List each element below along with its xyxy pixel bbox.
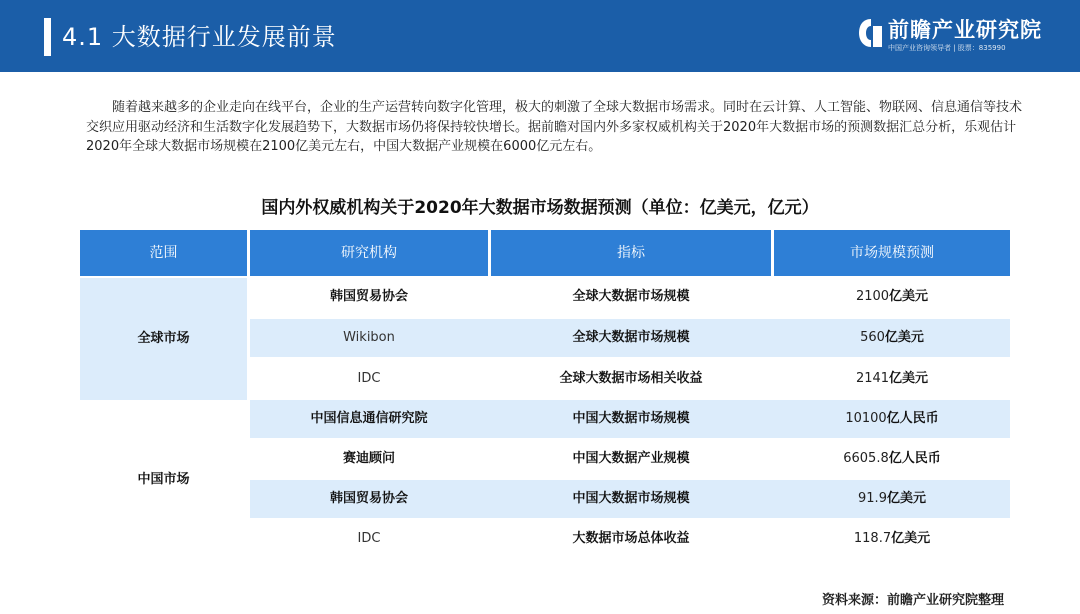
scope-cell-china: 中国市场	[137, 472, 190, 487]
header-cell-institution: 研究机构	[250, 230, 488, 276]
forecast-value: 2100	[855, 289, 890, 304]
header-cell-scope: 范围	[80, 230, 247, 276]
table-row	[250, 440, 1010, 478]
forecast-value: 118.7	[853, 531, 892, 546]
forecast-cell	[774, 440, 1010, 478]
table-row	[250, 400, 1010, 438]
forecast-cell	[774, 400, 1010, 438]
indicator-cell: 大数据市场总体收益	[572, 531, 690, 546]
header-accent-bar	[44, 18, 51, 56]
header-cell-forecast: 市场规模预测	[774, 230, 1010, 276]
forecast-value: 2141	[855, 371, 890, 386]
table-row	[250, 319, 1010, 357]
forecast-cell	[774, 278, 1010, 316]
table-row	[250, 278, 1010, 316]
indicator-cell: 全球大数据市场规模	[572, 289, 690, 304]
intro-paragraph: 随着越来越多的企业走向在线平台，企业的生产运营转向数字化管理，极大的刺激了全球大数据市场需求。同时在云计算、人工智能、物联网、信息通信等技术交织应用驱动经济和生活数字化发展趋势下，大数据市场仍将保持较快增长。据前瞻对国内外多家权威机构关于2020年大数据市场的预测数据汇总分析，乐观估计2020年全球大数据市场规模在2100亿美元左右，中国大数据产业规模在6000亿元左右。	[86, 100, 1023, 154]
forecast-value: 91.9	[858, 491, 887, 506]
institution-cell: 韩国贸易协会	[329, 289, 408, 304]
forecast-unit: 亿美元	[889, 289, 929, 304]
forecast-unit: 亿美元	[891, 531, 931, 546]
indicator-cell: 中国大数据市场规模	[572, 411, 690, 426]
forecast-cell	[774, 319, 1010, 357]
institution-cell: 韩国贸易协会	[329, 491, 408, 506]
indicator-cell: 全球大数据市场相关收益	[559, 371, 703, 386]
brand-logo-icon	[858, 18, 884, 48]
brand-logo-tagline: 中国产业咨询领导者 | 股票：835990	[888, 44, 1006, 52]
indicator-cell: 中国大数据产业规模	[572, 451, 690, 466]
table-row	[250, 520, 1010, 558]
forecast-cell	[774, 480, 1010, 518]
source-note: 资料来源：前瞻产业研究院整理	[821, 593, 1004, 608]
institution-cell: IDC	[357, 531, 381, 546]
table-row	[250, 360, 1010, 398]
slide-header	[0, 0, 1080, 72]
institution-cell: 中国信息通信研究院	[310, 411, 428, 426]
forecast-unit: 亿美元	[889, 371, 929, 386]
forecast-value: 6605.8	[843, 451, 889, 466]
forecast-unit: 亿美元	[884, 330, 924, 345]
slide-title: 4.1 大数据行业发展前景	[62, 23, 337, 51]
forecast-cell	[774, 520, 1010, 558]
scope-cell-global: 全球市场	[80, 278, 247, 400]
forecast-cell	[774, 360, 1010, 398]
forecast-value: 10100	[845, 411, 887, 426]
forecast-unit: 亿美元	[886, 491, 926, 506]
forecast-value: 560	[860, 330, 885, 345]
table-row	[250, 480, 1010, 518]
institution-cell: Wikibon	[343, 330, 395, 345]
brand-logo	[858, 14, 1058, 58]
indicator-cell: 中国大数据市场规模	[572, 491, 690, 506]
forecast-unit: 亿人民币	[886, 411, 939, 426]
institution-cell: IDC	[357, 371, 381, 386]
forecast-unit: 亿人民币	[888, 451, 941, 466]
header-cell-indicator: 指标	[491, 230, 771, 276]
brand-logo-name: 前瞻产业研究院	[888, 18, 1042, 42]
institution-cell: 赛迪顾问	[342, 451, 395, 466]
table-title: 国内外权威机构关于2020年大数据市场数据预测（单位：亿美元，亿元）	[261, 198, 819, 218]
table-header-row	[80, 230, 1010, 276]
indicator-cell: 全球大数据市场规模	[572, 330, 690, 345]
